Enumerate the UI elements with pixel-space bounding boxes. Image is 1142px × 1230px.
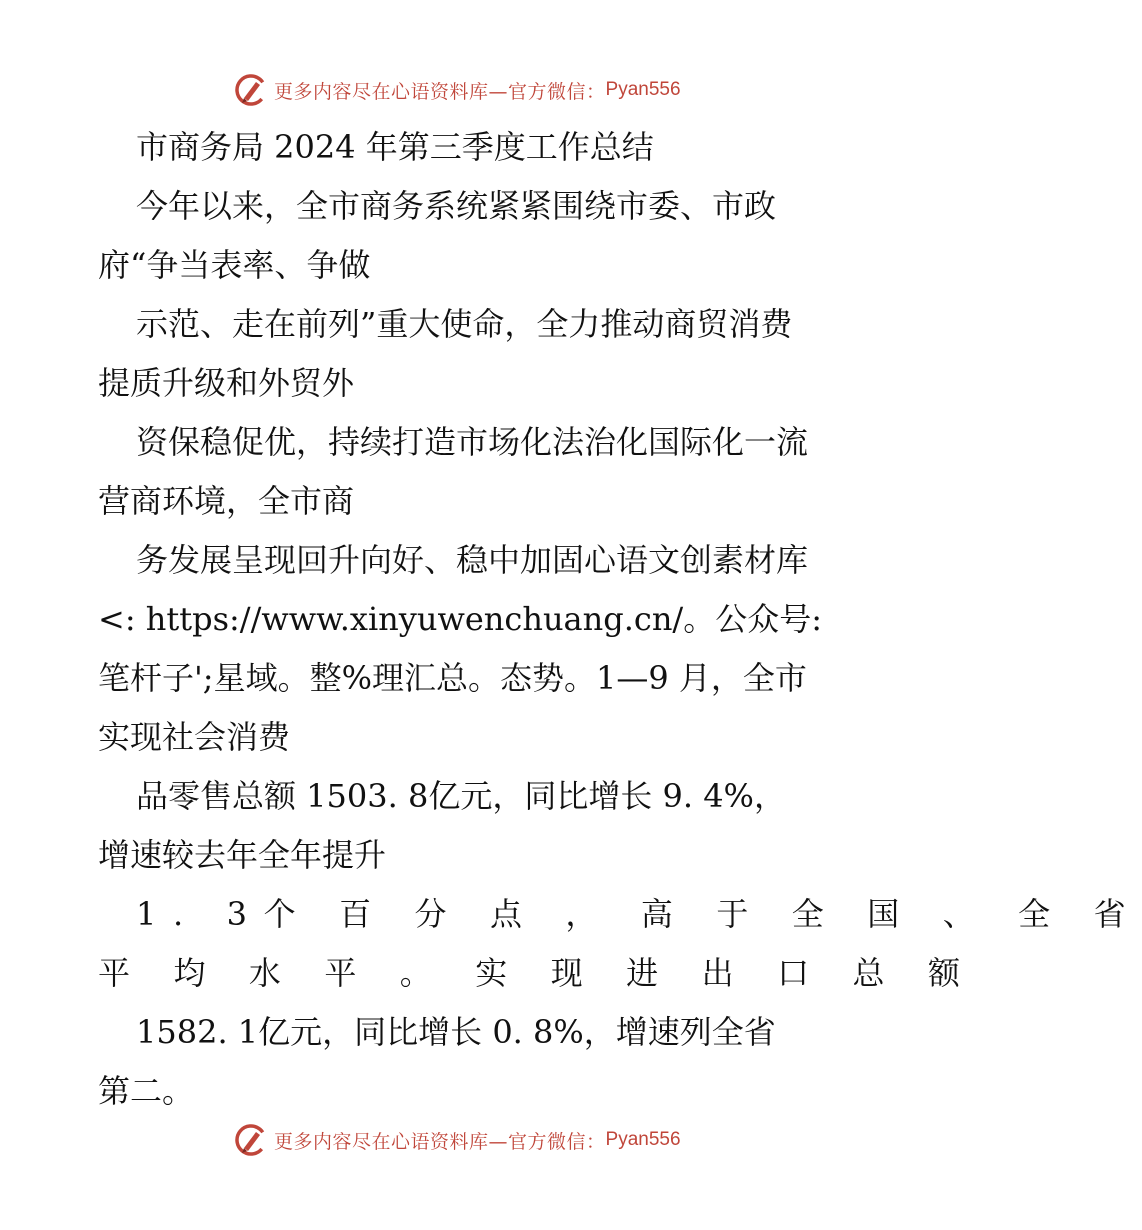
paragraph-line: 增速较去年全年提升 xyxy=(98,836,387,874)
header-watermark-banner xyxy=(234,73,681,107)
banner-text: 更多内容尽在心语资料库—官方微信： xyxy=(274,80,606,103)
paragraph-line: 务发展呈现回升向好、稳中加固心语文创素材库 xyxy=(136,541,809,579)
pen-circle-logo-icon xyxy=(234,73,268,107)
paragraph-line: 1582. 1亿元，同比增长 0. 8%，增速列全省 xyxy=(136,1013,776,1051)
paragraph-line: 1. 3个 百 分 点 ， 高 于 全 国 、 全 省 xyxy=(136,895,1142,933)
paragraph-line: 资保稳促优，持续打造市场化法治化国际化一流 xyxy=(136,423,809,461)
paragraph-line: 实现社会消费 xyxy=(98,718,291,756)
footer-watermark-banner xyxy=(234,1123,681,1157)
paragraph-line: <: https://www.xinyuwenchuang.cn/。公众号: xyxy=(98,600,822,638)
paragraph-line: 第二。 xyxy=(98,1072,195,1110)
paragraph-line: 营商环境，全市商 xyxy=(98,482,355,520)
document-title: 市商务局 2024 年第三季度工作总结 xyxy=(136,128,654,166)
paragraph-line: 笔杆子';星域。整%理汇总。态势。1—9 月，全市 xyxy=(98,659,807,697)
banner-wechat-id: Pyan556 xyxy=(605,79,681,100)
document-body xyxy=(98,126,1142,1129)
banner-text: 更多内容尽在心语资料库—官方微信： xyxy=(274,1130,606,1153)
paragraph-line: 府“争当表率、争做 xyxy=(98,246,371,284)
paragraph-line: 提质升级和外贸外 xyxy=(98,364,355,402)
pen-circle-logo-icon xyxy=(234,1123,268,1157)
paragraph-line: 品零售总额 1503. 8亿元，同比增长 9. 4%， xyxy=(136,777,786,815)
paragraph-line: 平 均 水 平 。 实 现 进 出 口 总 额 xyxy=(98,954,977,992)
banner-wechat-id: Pyan556 xyxy=(605,1129,681,1150)
paragraph-line: 今年以来，全市商务系统紧紧围绕市委、市政 xyxy=(136,187,777,225)
paragraph-line: 示范、走在前列”重大使命，全力推动商贸消费 xyxy=(136,305,793,343)
